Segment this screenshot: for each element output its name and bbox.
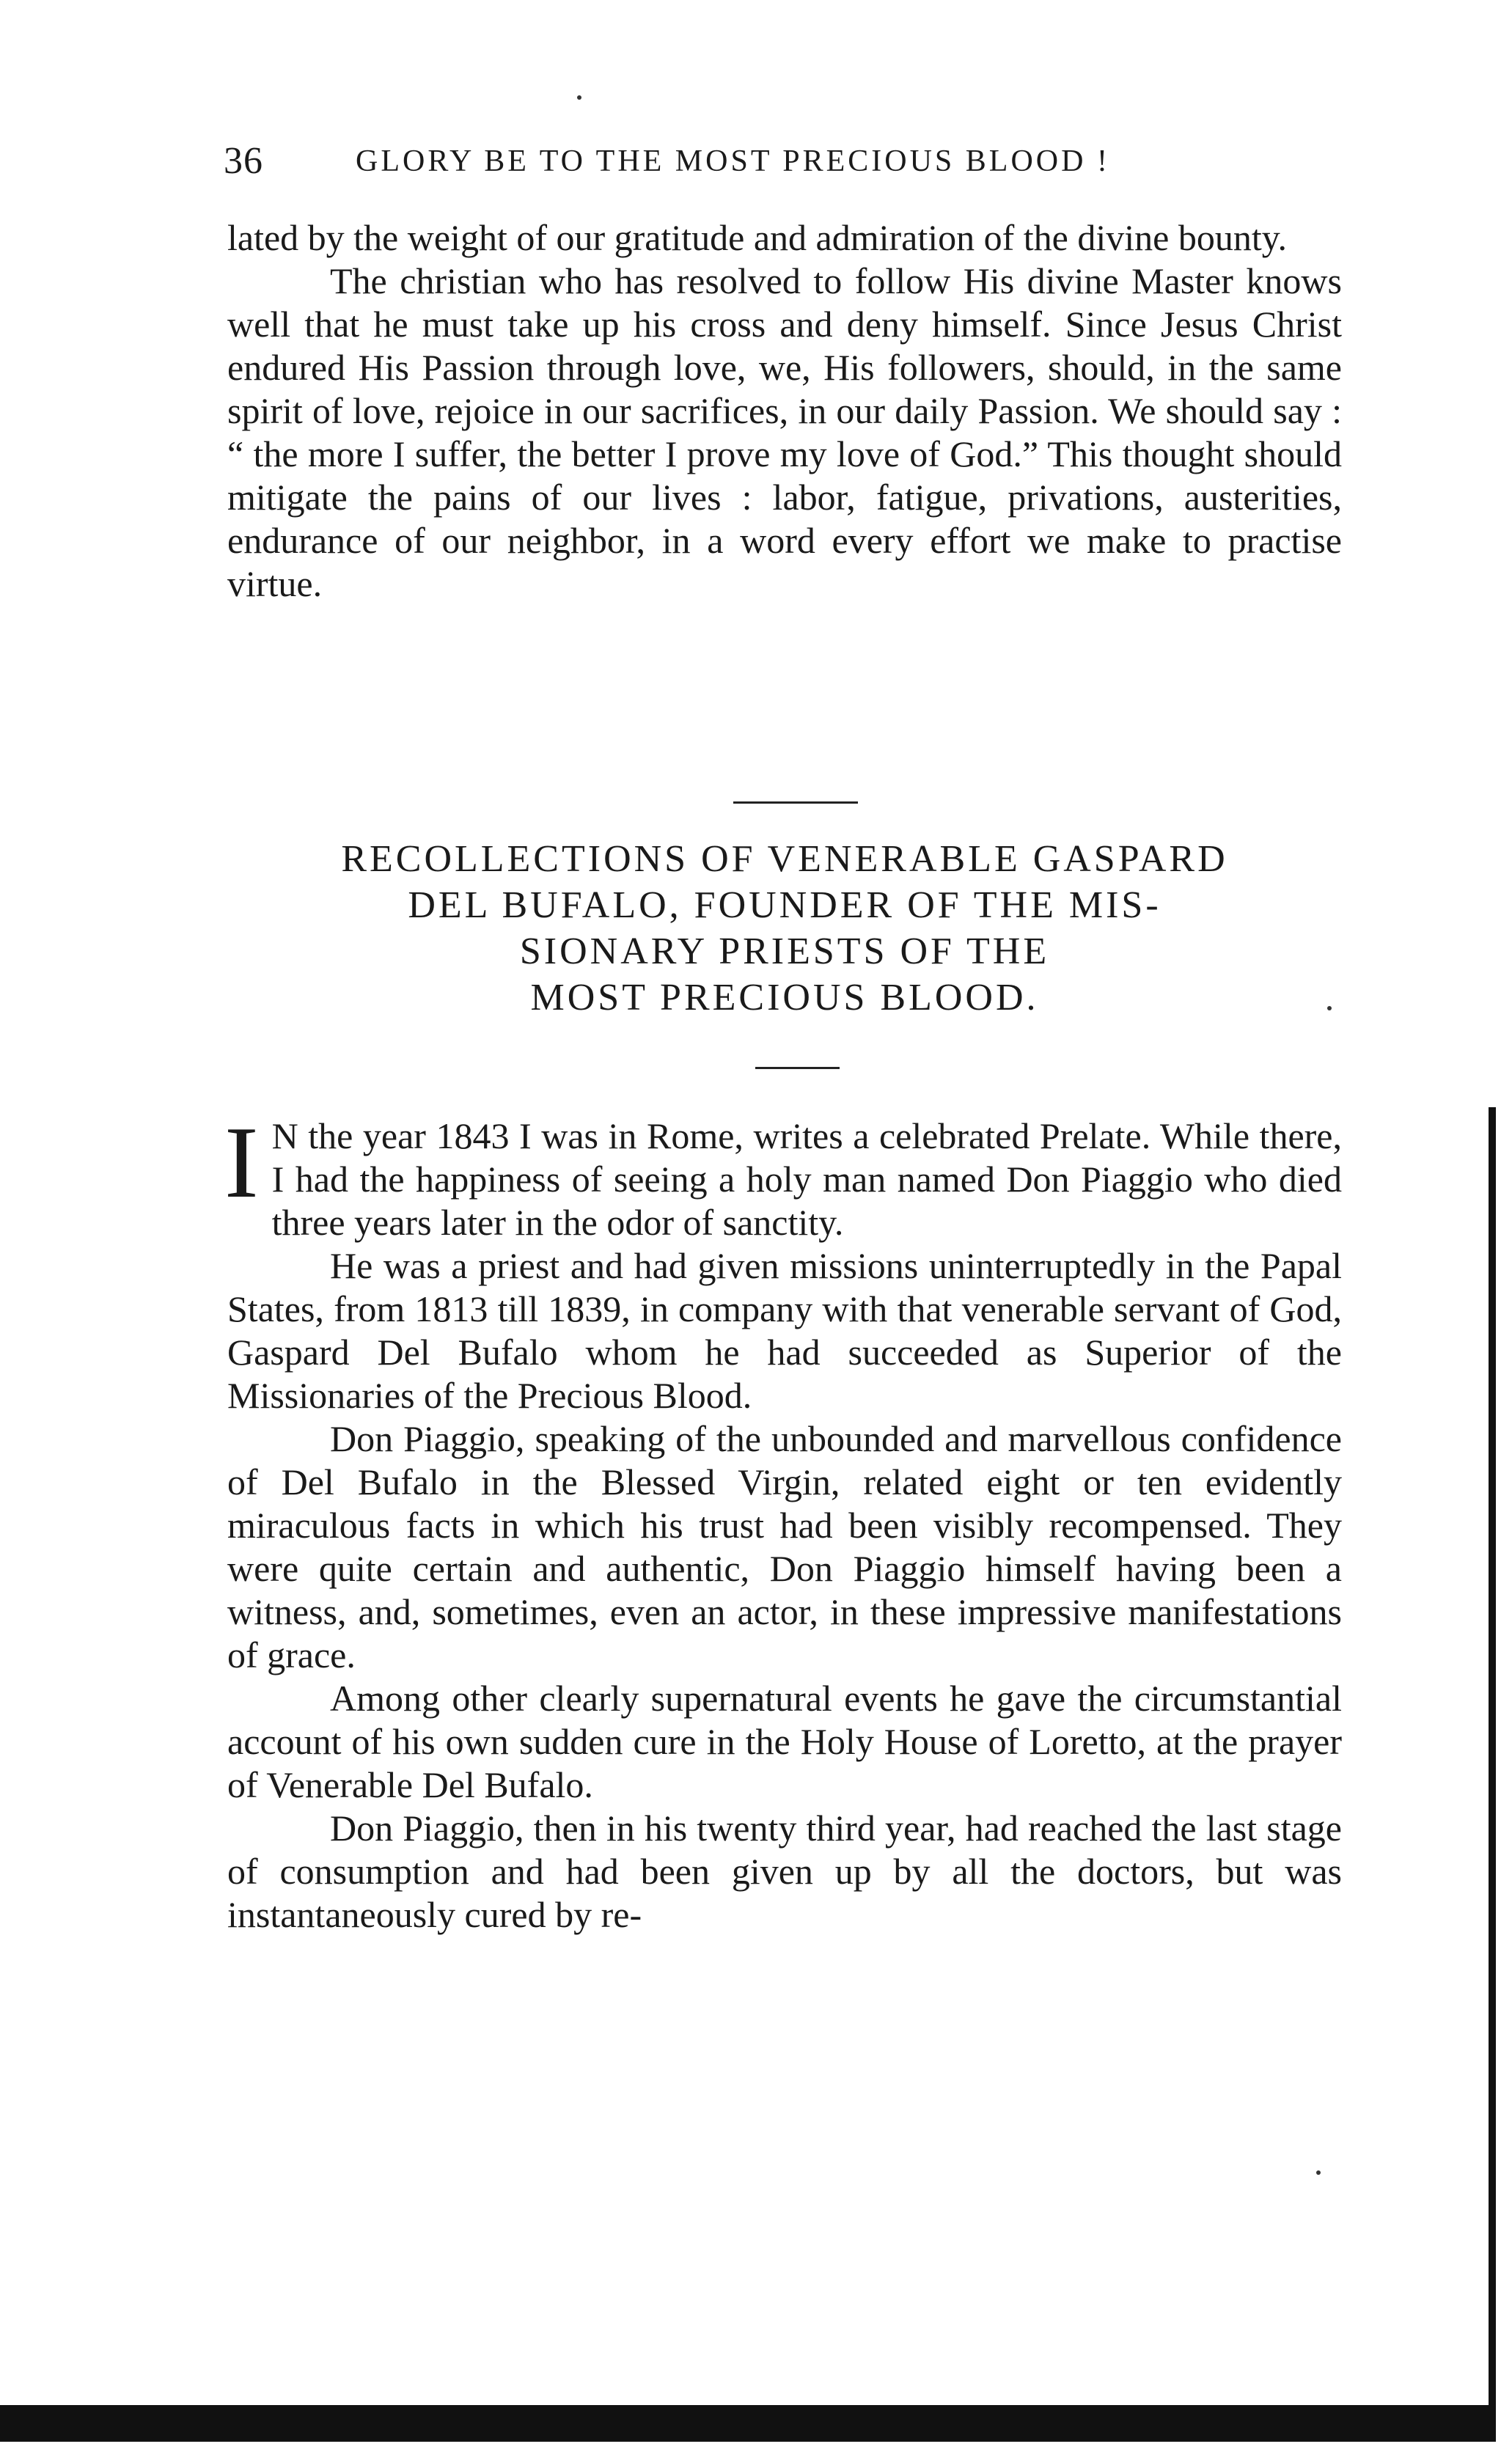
ink-speck — [1327, 1006, 1332, 1010]
paragraph — [224, 1106, 1342, 1244]
paragraph: He was a priest and had given missions uninterruptedly in the Papal States, from 1813 till 1839, in company with that venerable servant of God, Gaspard Del Bufalo whom he had succeeded as Superior of the Missionaries of the Precious Blood. — [227, 1245, 1342, 1416]
running-head: GLORY BE TO THE MOST PRECIOUS BLOOD ! — [356, 144, 1110, 178]
paragraph: lated by the weight of our gratitude and admiration of the divine bounty. — [227, 217, 1287, 258]
paragraph: Don Piaggio, then in his twenty third year, had reached the last stage of consumption and had been given up by all the doctors, but was instantaneously cured by re- — [227, 1807, 1342, 1935]
ink-speck — [1316, 2170, 1321, 2175]
drop-cap: I — [224, 1106, 259, 1219]
section-title-line: RECOLLECTIONS OF VENERABLE GASPARD — [341, 838, 1228, 880]
section-divider — [733, 801, 858, 804]
page-edge-shadow-right — [1489, 1107, 1496, 2442]
page-header — [224, 139, 1346, 191]
page-edge-shadow-bottom — [0, 2405, 1496, 2442]
paragraph: Among other clearly supernatural events he gave the circumstantial account of his own sudden cure in the Holy House of Loretto, at the prayer of Venerable Del Bufalo. — [227, 1678, 1342, 1805]
paragraph: The christian who has resolved to follow His divine Master knows well that he must take up his cross and deny himself. Since Jesus Christ endured His Passion through love, we, His followers, should, in the same spirit of love, rejoice in our sacrifices, in our daily Passion. We should say : “ the more I suffer, the better I prove my love of God.” This thought should mitigate the pains of our lives : labor, fatigue, privations, austerities, endurance of our neighbor, in a word every effort we make to practise virtue. — [227, 260, 1342, 604]
section-body — [224, 1106, 1342, 1937]
paragraph-text: N the year 1843 I was in Rome, writes a celebrated Prelate. While there, I had the happiness of seeing a holy man named Don Piaggio who died three years later in the odor of sanctity. — [271, 1115, 1342, 1243]
opening-text — [227, 216, 1342, 606]
section-title-line: SIONARY PRIESTS OF THE — [519, 930, 1050, 972]
section-title-line: DEL BUFALO, FOUNDER OF THE MIS- — [408, 884, 1161, 926]
page-number: 36 — [224, 140, 263, 182]
section-divider — [755, 1067, 840, 1069]
section-title — [227, 836, 1342, 1021]
ink-speck — [577, 95, 581, 100]
paragraph: Don Piaggio, speaking of the unbounded and marvellous confidence of Del Bufalo in the Blessed Virgin, related eight or ten evidently miraculous facts in which his trust had been visibly recompensed. They were quite certain and authentic, Don Piaggio himself having been a witness, and, sometimes, even an actor, in these impressive manifestations of grace. — [227, 1418, 1342, 1675]
section-title-line: MOST PRECIOUS BLOOD. — [530, 977, 1039, 1018]
